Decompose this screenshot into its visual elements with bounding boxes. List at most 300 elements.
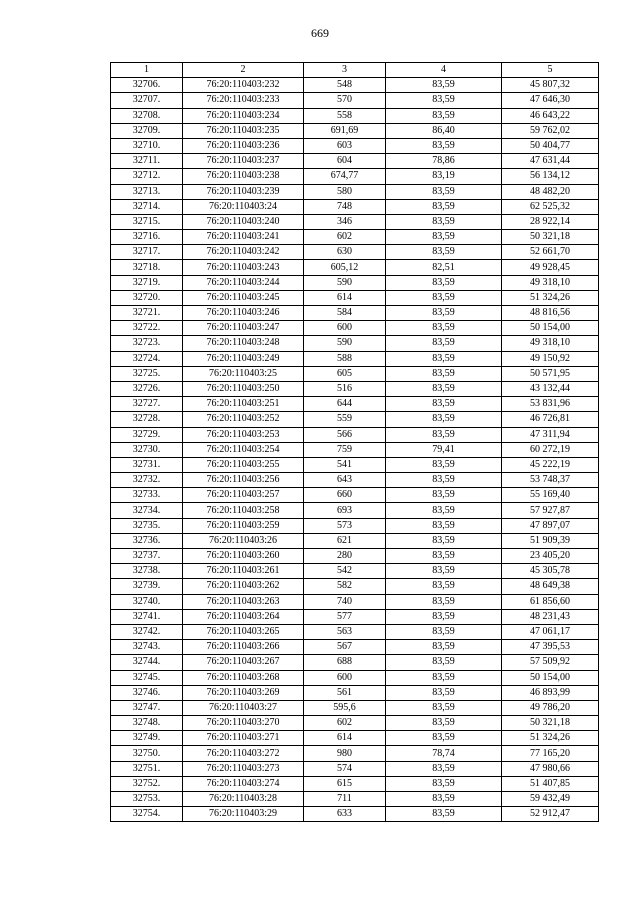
area-cell: 605,12 [304, 260, 386, 275]
page-number: 669 [311, 26, 329, 40]
value-cell: 45 305,78 [502, 564, 599, 579]
table-row [111, 214, 599, 229]
area-cell: 588 [304, 351, 386, 366]
row-number-cell: 32751. [111, 761, 183, 776]
value-cell: 51 324,26 [502, 731, 599, 746]
rate-cell: 83,59 [386, 594, 502, 609]
row-number-cell: 32709. [111, 123, 183, 138]
area-cell: 674,77 [304, 169, 386, 184]
rate-cell: 83,59 [386, 807, 502, 822]
area-cell: 630 [304, 245, 386, 260]
area-cell: 602 [304, 230, 386, 245]
area-cell: 590 [304, 336, 386, 351]
row-number-cell: 32711. [111, 154, 183, 169]
table-row [111, 655, 599, 670]
cadastral-number-cell: 76:20:110403:235 [183, 123, 304, 138]
rate-cell: 83,59 [386, 214, 502, 229]
area-cell: 604 [304, 154, 386, 169]
rate-cell: 83,59 [386, 685, 502, 700]
rate-cell: 83,59 [386, 351, 502, 366]
cadastral-number-cell: 76:20:110403:267 [183, 655, 304, 670]
area-cell: 688 [304, 655, 386, 670]
header-row [111, 63, 599, 78]
rate-cell: 83,59 [386, 503, 502, 518]
cadastral-number-cell: 76:20:110403:269 [183, 685, 304, 700]
value-cell: 47 980,66 [502, 761, 599, 776]
cadastral-number-cell: 76:20:110403:232 [183, 78, 304, 93]
table-row [111, 640, 599, 655]
rate-cell: 83,59 [386, 336, 502, 351]
table-row [111, 93, 599, 108]
value-cell: 46 726,81 [502, 412, 599, 427]
area-cell: 580 [304, 184, 386, 199]
row-number-cell: 32749. [111, 731, 183, 746]
value-cell: 49 150,92 [502, 351, 599, 366]
value-cell: 49 318,10 [502, 275, 599, 290]
rate-cell: 83,59 [386, 138, 502, 153]
row-number-cell: 32724. [111, 351, 183, 366]
column-header-5: 5 [502, 63, 599, 78]
rate-cell: 83,59 [386, 184, 502, 199]
rate-cell: 83,59 [386, 533, 502, 548]
row-number-cell: 32746. [111, 685, 183, 700]
row-number-cell: 32747. [111, 700, 183, 715]
cadastral-number-cell: 76:20:110403:264 [183, 609, 304, 624]
value-cell: 53 748,37 [502, 473, 599, 488]
row-number-cell: 32743. [111, 640, 183, 655]
registry-table [110, 62, 599, 822]
cadastral-number-cell: 76:20:110403:238 [183, 169, 304, 184]
area-cell: 740 [304, 594, 386, 609]
area-cell: 541 [304, 457, 386, 472]
rate-cell: 83,59 [386, 275, 502, 290]
cadastral-number-cell: 76:20:110403:244 [183, 275, 304, 290]
row-number-cell: 32729. [111, 427, 183, 442]
rate-cell: 83,59 [386, 321, 502, 336]
area-cell: 573 [304, 518, 386, 533]
area-cell: 693 [304, 503, 386, 518]
table-row [111, 336, 599, 351]
table-row [111, 78, 599, 93]
cadastral-number-cell: 76:20:110403:249 [183, 351, 304, 366]
value-cell: 47 897,07 [502, 518, 599, 533]
row-number-cell: 32738. [111, 564, 183, 579]
table-row [111, 366, 599, 381]
cadastral-number-cell: 76:20:110403:266 [183, 640, 304, 655]
table-row [111, 397, 599, 412]
table-row [111, 351, 599, 366]
cadastral-number-cell: 76:20:110403:258 [183, 503, 304, 518]
column-header-2: 2 [183, 63, 304, 78]
cadastral-number-cell: 76:20:110403:270 [183, 716, 304, 731]
value-cell: 51 324,26 [502, 290, 599, 305]
value-cell: 23 405,20 [502, 549, 599, 564]
table-row [111, 716, 599, 731]
area-cell: 516 [304, 381, 386, 396]
row-number-cell: 32739. [111, 579, 183, 594]
rate-cell: 83,59 [386, 290, 502, 305]
cadastral-number-cell: 76:20:110403:247 [183, 321, 304, 336]
area-cell: 346 [304, 214, 386, 229]
table-row [111, 700, 599, 715]
value-cell: 59 762,02 [502, 123, 599, 138]
row-number-cell: 32754. [111, 807, 183, 822]
value-cell: 57 927,87 [502, 503, 599, 518]
area-cell: 563 [304, 624, 386, 639]
row-number-cell: 32736. [111, 533, 183, 548]
cadastral-number-cell: 76:20:110403:268 [183, 670, 304, 685]
rate-cell: 83,19 [386, 169, 502, 184]
row-number-cell: 32735. [111, 518, 183, 533]
rate-cell: 83,59 [386, 306, 502, 321]
cadastral-number-cell: 76:20:110403:237 [183, 154, 304, 169]
rate-cell: 83,59 [386, 78, 502, 93]
value-cell: 47 395,53 [502, 640, 599, 655]
row-number-cell: 32706. [111, 78, 183, 93]
value-cell: 49 928,45 [502, 260, 599, 275]
value-cell: 46 893,99 [502, 685, 599, 700]
rate-cell: 83,59 [386, 93, 502, 108]
rate-cell: 83,59 [386, 549, 502, 564]
cadastral-number-cell: 76:20:110403:260 [183, 549, 304, 564]
area-cell: 614 [304, 290, 386, 305]
table-row [111, 594, 599, 609]
rate-cell: 83,59 [386, 412, 502, 427]
table-row [111, 670, 599, 685]
table-row [111, 624, 599, 639]
row-number-cell: 32712. [111, 169, 183, 184]
row-number-cell: 32748. [111, 716, 183, 731]
value-cell: 45 222,19 [502, 457, 599, 472]
row-number-cell: 32722. [111, 321, 183, 336]
area-cell: 980 [304, 746, 386, 761]
row-number-cell: 32717. [111, 245, 183, 260]
cadastral-number-cell: 76:20:110403:233 [183, 93, 304, 108]
row-number-cell: 32730. [111, 442, 183, 457]
rate-cell: 83,59 [386, 716, 502, 731]
row-number-cell: 32710. [111, 138, 183, 153]
row-number-cell: 32740. [111, 594, 183, 609]
cadastral-number-cell: 76:20:110403:259 [183, 518, 304, 533]
row-number-cell: 32741. [111, 609, 183, 624]
cadastral-number-cell: 76:20:110403:248 [183, 336, 304, 351]
value-cell: 49 318,10 [502, 336, 599, 351]
value-cell: 52 912,47 [502, 807, 599, 822]
cadastral-number-cell: 76:20:110403:240 [183, 214, 304, 229]
area-cell: 621 [304, 533, 386, 548]
cadastral-number-cell: 76:20:110403:263 [183, 594, 304, 609]
row-number-cell: 32737. [111, 549, 183, 564]
rate-cell: 83,59 [386, 731, 502, 746]
row-number-cell: 32727. [111, 397, 183, 412]
value-cell: 57 509,92 [502, 655, 599, 670]
row-number-cell: 32753. [111, 792, 183, 807]
table-row [111, 260, 599, 275]
table-row [111, 427, 599, 442]
value-cell: 55 169,40 [502, 488, 599, 503]
table-row [111, 442, 599, 457]
area-cell: 566 [304, 427, 386, 442]
cadastral-number-cell: 76:20:110403:252 [183, 412, 304, 427]
cadastral-number-cell: 76:20:110403:272 [183, 746, 304, 761]
value-cell: 59 432,49 [502, 792, 599, 807]
row-number-cell: 32734. [111, 503, 183, 518]
row-number-cell: 32716. [111, 230, 183, 245]
cadastral-number-cell: 76:20:110403:29 [183, 807, 304, 822]
rate-cell: 86,40 [386, 123, 502, 138]
rate-cell: 83,59 [386, 457, 502, 472]
table-row [111, 230, 599, 245]
area-cell: 559 [304, 412, 386, 427]
table-row [111, 518, 599, 533]
value-cell: 46 643,22 [502, 108, 599, 123]
rate-cell: 83,59 [386, 792, 502, 807]
table-row [111, 108, 599, 123]
table-row [111, 746, 599, 761]
area-cell: 577 [304, 609, 386, 624]
value-cell: 52 661,70 [502, 245, 599, 260]
table-row [111, 275, 599, 290]
row-number-cell: 32721. [111, 306, 183, 321]
area-cell: 614 [304, 731, 386, 746]
row-number-cell: 32715. [111, 214, 183, 229]
value-cell: 28 922,14 [502, 214, 599, 229]
area-cell: 582 [304, 579, 386, 594]
row-number-cell: 32719. [111, 275, 183, 290]
table-row [111, 199, 599, 214]
cadastral-number-cell: 76:20:110403:243 [183, 260, 304, 275]
area-cell: 561 [304, 685, 386, 700]
rate-cell: 83,59 [386, 700, 502, 715]
row-number-cell: 32742. [111, 624, 183, 639]
table-row [111, 321, 599, 336]
cadastral-number-cell: 76:20:110403:253 [183, 427, 304, 442]
table-row [111, 169, 599, 184]
cadastral-number-cell: 76:20:110403:255 [183, 457, 304, 472]
table-row [111, 761, 599, 776]
row-number-cell: 32723. [111, 336, 183, 351]
cadastral-number-cell: 76:20:110403:241 [183, 230, 304, 245]
rate-cell: 83,59 [386, 518, 502, 533]
area-cell: 644 [304, 397, 386, 412]
table-row [111, 503, 599, 518]
value-cell: 48 482,20 [502, 184, 599, 199]
value-cell: 47 311,94 [502, 427, 599, 442]
value-cell: 77 165,20 [502, 746, 599, 761]
cadastral-number-cell: 76:20:110403:250 [183, 381, 304, 396]
value-cell: 43 132,44 [502, 381, 599, 396]
cadastral-number-cell: 76:20:110403:262 [183, 579, 304, 594]
rate-cell: 79,41 [386, 442, 502, 457]
row-number-cell: 32728. [111, 412, 183, 427]
table-row [111, 685, 599, 700]
value-cell: 50 321,18 [502, 716, 599, 731]
rate-cell: 83,59 [386, 199, 502, 214]
rate-cell: 83,59 [386, 624, 502, 639]
row-number-cell: 32713. [111, 184, 183, 199]
cadastral-number-cell: 76:20:110403:246 [183, 306, 304, 321]
value-cell: 48 231,43 [502, 609, 599, 624]
area-cell: 602 [304, 716, 386, 731]
table-row [111, 154, 599, 169]
value-cell: 45 807,32 [502, 78, 599, 93]
cadastral-number-cell: 76:20:110403:271 [183, 731, 304, 746]
value-cell: 56 134,12 [502, 169, 599, 184]
row-number-cell: 32731. [111, 457, 183, 472]
table-row [111, 306, 599, 321]
row-number-cell: 32745. [111, 670, 183, 685]
row-number-cell: 32752. [111, 776, 183, 791]
table-row [111, 533, 599, 548]
row-number-cell: 32750. [111, 746, 183, 761]
rate-cell: 83,59 [386, 670, 502, 685]
area-cell: 574 [304, 761, 386, 776]
area-cell: 584 [304, 306, 386, 321]
column-header-3: 3 [304, 63, 386, 78]
cadastral-number-cell: 76:20:110403:245 [183, 290, 304, 305]
rate-cell: 83,59 [386, 579, 502, 594]
value-cell: 62 525,32 [502, 199, 599, 214]
row-number-cell: 32733. [111, 488, 183, 503]
area-cell: 595,6 [304, 700, 386, 715]
area-cell: 570 [304, 93, 386, 108]
value-cell: 50 154,00 [502, 321, 599, 336]
rate-cell: 83,59 [386, 609, 502, 624]
cadastral-number-cell: 76:20:110403:257 [183, 488, 304, 503]
rate-cell: 83,59 [386, 564, 502, 579]
cadastral-number-cell: 76:20:110403:234 [183, 108, 304, 123]
value-cell: 48 649,38 [502, 579, 599, 594]
area-cell: 600 [304, 321, 386, 336]
rate-cell: 83,59 [386, 427, 502, 442]
area-cell: 542 [304, 564, 386, 579]
cadastral-number-cell: 76:20:110403:242 [183, 245, 304, 260]
table-row [111, 731, 599, 746]
cadastral-number-cell: 76:20:110403:274 [183, 776, 304, 791]
value-cell: 51 909,39 [502, 533, 599, 548]
area-cell: 567 [304, 640, 386, 655]
area-cell: 600 [304, 670, 386, 685]
value-cell: 61 856,60 [502, 594, 599, 609]
row-number-cell: 32708. [111, 108, 183, 123]
area-cell: 590 [304, 275, 386, 290]
cadastral-number-cell: 76:20:110403:26 [183, 533, 304, 548]
row-number-cell: 32707. [111, 93, 183, 108]
value-cell: 50 571,95 [502, 366, 599, 381]
cadastral-number-cell: 76:20:110403:265 [183, 624, 304, 639]
rate-cell: 83,59 [386, 245, 502, 260]
rate-cell: 83,59 [386, 366, 502, 381]
column-header-1: 1 [111, 63, 183, 78]
rate-cell: 78,86 [386, 154, 502, 169]
cadastral-number-cell: 76:20:110403:236 [183, 138, 304, 153]
table-row [111, 290, 599, 305]
area-cell: 615 [304, 776, 386, 791]
area-cell: 558 [304, 108, 386, 123]
table-row [111, 473, 599, 488]
rate-cell: 83,59 [386, 488, 502, 503]
rate-cell: 83,59 [386, 640, 502, 655]
row-number-cell: 32744. [111, 655, 183, 670]
area-cell: 643 [304, 473, 386, 488]
rate-cell: 83,59 [386, 473, 502, 488]
table-body [111, 78, 599, 822]
rate-cell: 83,59 [386, 761, 502, 776]
table-row [111, 564, 599, 579]
value-cell: 50 404,77 [502, 138, 599, 153]
rate-cell: 83,59 [386, 655, 502, 670]
rate-cell: 83,59 [386, 108, 502, 123]
table-row [111, 245, 599, 260]
table-row [111, 184, 599, 199]
area-cell: 759 [304, 442, 386, 457]
row-number-cell: 32725. [111, 366, 183, 381]
value-cell: 60 272,19 [502, 442, 599, 457]
cadastral-number-cell: 76:20:110403:254 [183, 442, 304, 457]
table-row [111, 776, 599, 791]
area-cell: 280 [304, 549, 386, 564]
cadastral-number-cell: 76:20:110403:256 [183, 473, 304, 488]
cadastral-number-cell: 76:20:110403:27 [183, 700, 304, 715]
table-row [111, 381, 599, 396]
table-row [111, 579, 599, 594]
area-cell: 633 [304, 807, 386, 822]
table-row [111, 412, 599, 427]
cadastral-number-cell: 76:20:110403:273 [183, 761, 304, 776]
table-row [111, 807, 599, 822]
rate-cell: 83,59 [386, 381, 502, 396]
cadastral-number-cell: 76:20:110403:25 [183, 366, 304, 381]
cadastral-number-cell: 76:20:110403:28 [183, 792, 304, 807]
row-number-cell: 32720. [111, 290, 183, 305]
value-cell: 49 786,20 [502, 700, 599, 715]
rate-cell: 83,59 [386, 397, 502, 412]
table-row [111, 138, 599, 153]
area-cell: 548 [304, 78, 386, 93]
table-row [111, 609, 599, 624]
area-cell: 691,69 [304, 123, 386, 138]
table-row [111, 488, 599, 503]
value-cell: 48 816,56 [502, 306, 599, 321]
value-cell: 50 154,00 [502, 670, 599, 685]
table-row [111, 457, 599, 472]
rate-cell: 83,59 [386, 776, 502, 791]
cadastral-number-cell: 76:20:110403:24 [183, 199, 304, 214]
rate-cell: 82,51 [386, 260, 502, 275]
rate-cell: 83,59 [386, 230, 502, 245]
table-row [111, 123, 599, 138]
value-cell: 50 321,18 [502, 230, 599, 245]
row-number-cell: 32732. [111, 473, 183, 488]
value-cell: 53 831,96 [502, 397, 599, 412]
rate-cell: 78,74 [386, 746, 502, 761]
cadastral-number-cell: 76:20:110403:239 [183, 184, 304, 199]
area-cell: 605 [304, 366, 386, 381]
area-cell: 748 [304, 199, 386, 214]
area-cell: 603 [304, 138, 386, 153]
row-number-cell: 32718. [111, 260, 183, 275]
cadastral-number-cell: 76:20:110403:261 [183, 564, 304, 579]
row-number-cell: 32714. [111, 199, 183, 214]
value-cell: 47 646,30 [502, 93, 599, 108]
cadastral-number-cell: 76:20:110403:251 [183, 397, 304, 412]
value-cell: 51 407,85 [502, 776, 599, 791]
value-cell: 47 631,44 [502, 154, 599, 169]
row-number-cell: 32726. [111, 381, 183, 396]
value-cell: 47 061,17 [502, 624, 599, 639]
area-cell: 711 [304, 792, 386, 807]
column-header-4: 4 [386, 63, 502, 78]
